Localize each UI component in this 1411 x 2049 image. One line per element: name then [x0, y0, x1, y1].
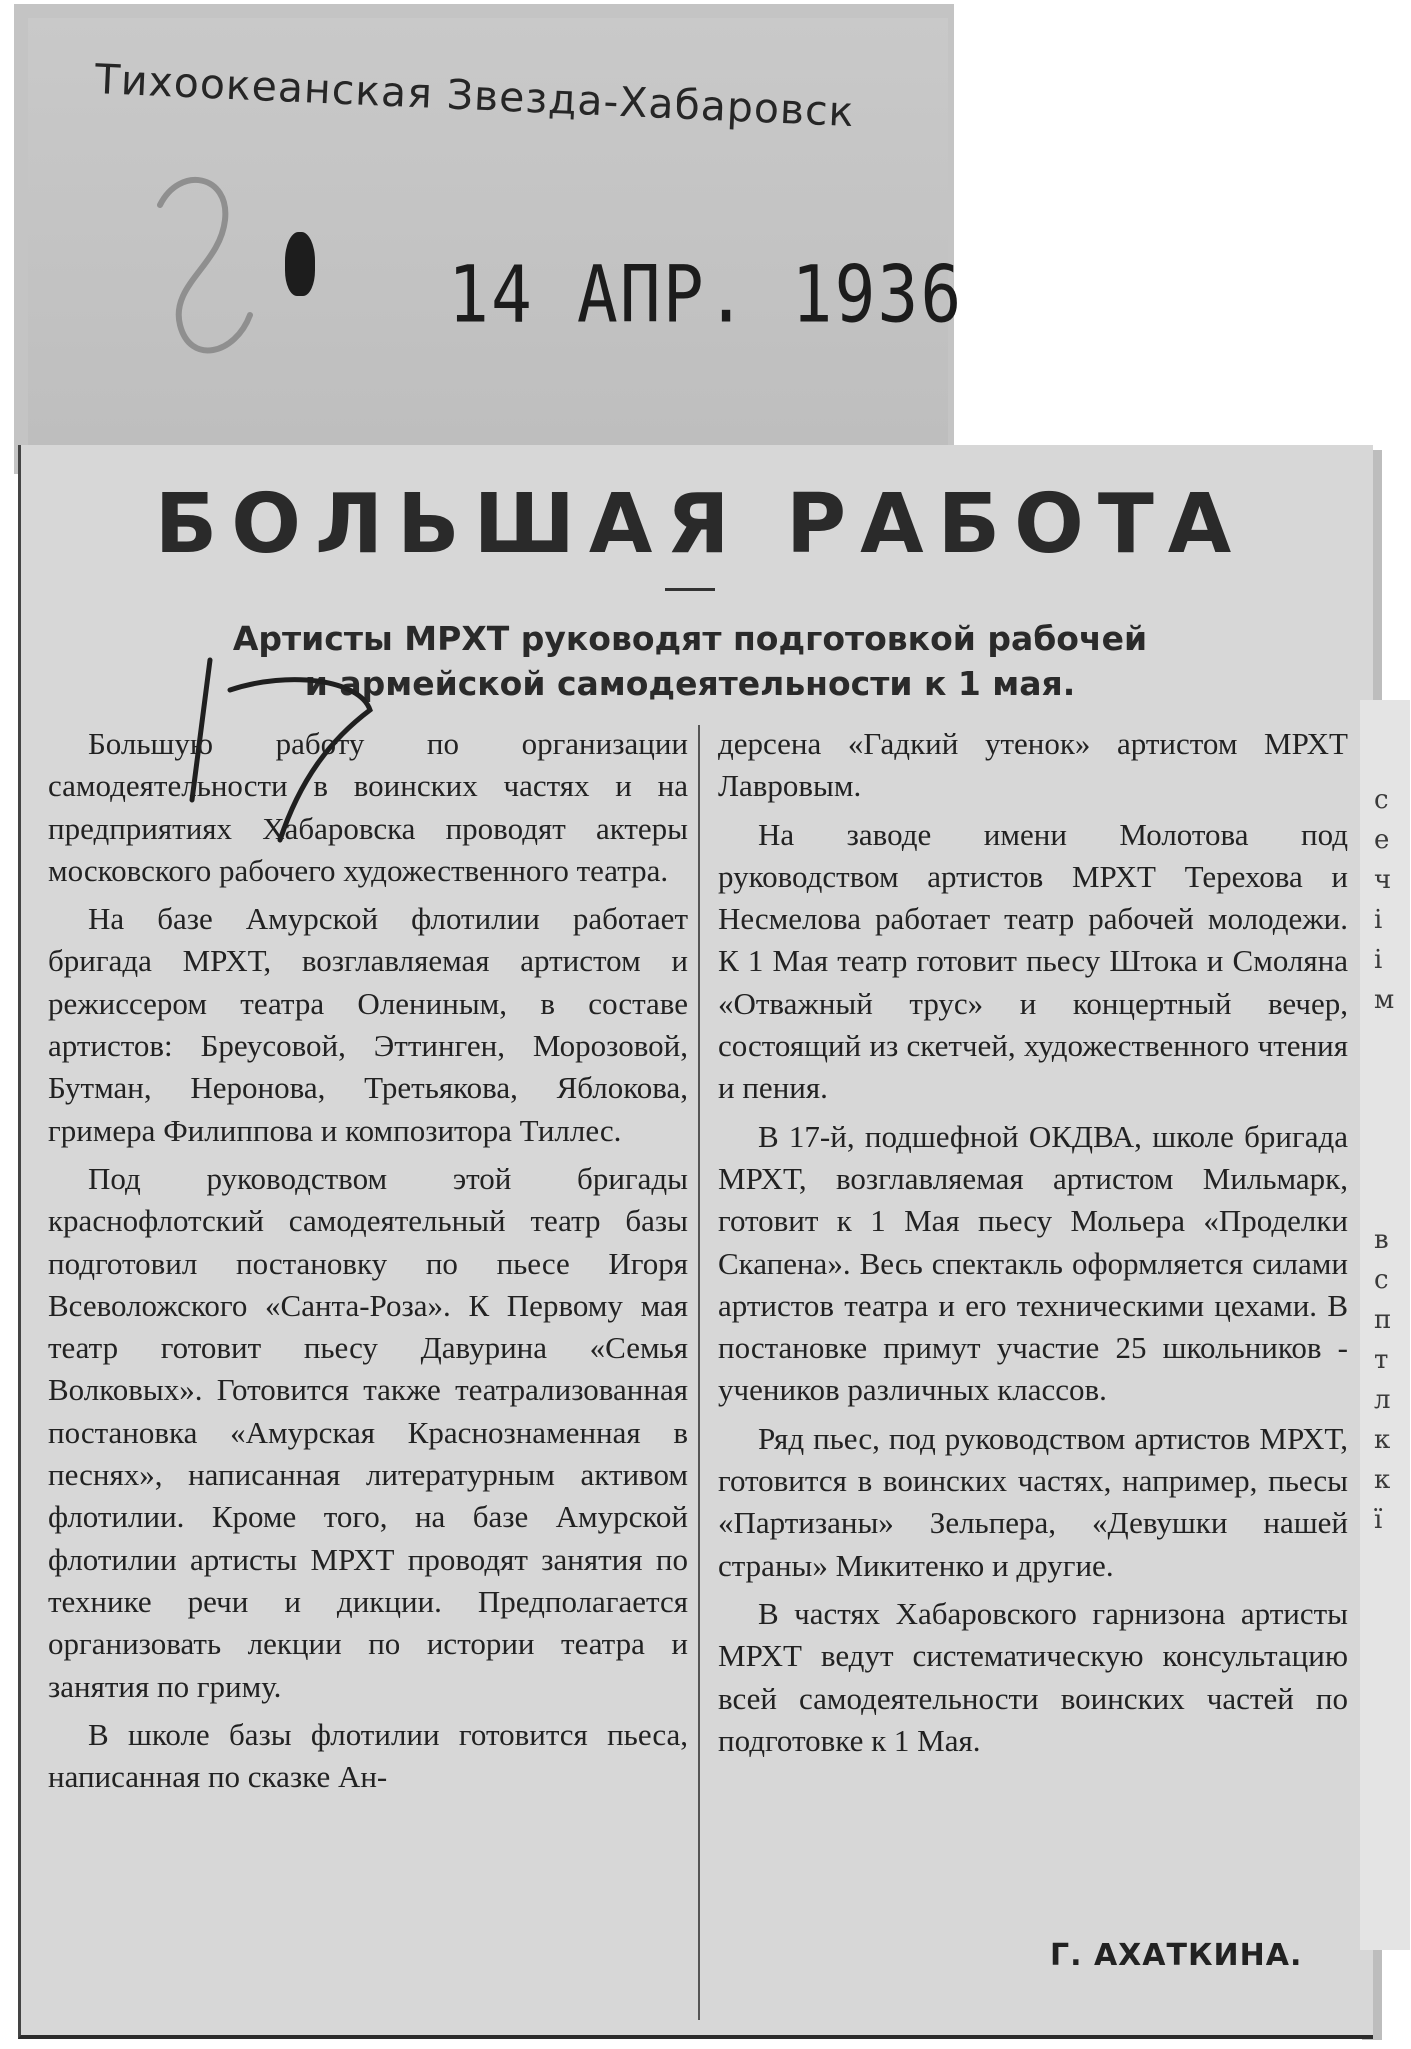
pencil-scribble [140, 165, 270, 375]
date-stamp: 14 АПР. 1936 [448, 250, 964, 341]
author-signature: Г. АХАТКИНА. [1050, 1938, 1303, 1973]
adjacent-clipping-letters: с е ч і і м в с п т л к к ї [1374, 785, 1395, 1535]
paragraph: Под руководством этой бригады краснофлотский самодеятельный театр базы подготовил постановку по пьесе Игоря Всеволожского «Санта-Роза». К Первому мая театр готовит пьесу Давурина «Семья Волковых». Готовится также театрализованная постановка «Амурская Краснознаменная в песнях», написанная литературным активом флотилии. Кроме того, на базе Амурской флотилии артисты МРХТ проводят занятия по технике речи и дикции. Предполагается организовать лекции по истории театра и занятия по гриму. [48, 1160, 688, 1704]
paragraph: Ряд пьес, под руководством артистов МРХТ, готовится в воинских частях, например, пьесы «Партизаны» Зельпера, «Девушки нашей страны» Микитенко и другие. [718, 1420, 1348, 1583]
paragraph: В 17-й, подшефной ОКДВА, школе бригада МРХТ, возглавляемая артистом Мильмарк, готовит к 1 Мая пьесу Мольера «Проделки Скапена». Весь спектакль оформляется силами артистов театра и его техническими цехами. В постановке примут участие 25 школьников - учеников различных классов. [718, 1118, 1348, 1408]
stamp-mark [285, 232, 315, 296]
paragraph-continuation: дерсена «Гадкий утенок» артистом МРХТ Лавровым. [718, 726, 1348, 804]
paragraph: В частях Хабаровского гарнизона артисты МРХТ ведут систематическую консультацию всей самодеятельности воинских частей по подготовке к 1 Мая. [718, 1595, 1348, 1758]
article-column-right [718, 723, 1348, 1768]
paragraph: Большую работу по организации самодеятельности в воинских частях и на предприятиях Хабаровска проводят актеры московского рабочего художественного театра. [48, 726, 688, 888]
newspaper-name: Тихоокеанская Звезда-Хабаровск [93, 55, 856, 137]
subhead-line: Артисты МРХТ руководят подготовкой рабочей [232, 619, 1148, 658]
article-column-left [48, 723, 688, 1804]
column-divider [698, 725, 700, 2020]
headline-rule [665, 588, 715, 591]
article-headline: БОЛЬШАЯ РАБОТА [154, 477, 1246, 572]
paragraph: На базе Амурской флотилии работает бригада МРХТ, возглавляемая артистом и режиссером театра Олениным, в составе артистов: Бреусовой, Эттинген, Морозовой, Бутман, Неронова, Третьякова, Яблокова, гримера Филиппова и композитора Тиллес. [48, 901, 688, 1148]
subhead-line: и армейской самодеятельности к 1 мая. [304, 664, 1076, 703]
paragraph: В школе базы флотилии готовится пьеса, написанная по сказке Ан- [48, 1716, 688, 1795]
paragraph: На заводе имени Молотова под руководством артистов МРХТ Терехова и Несмелова работает театр рабочей молодежи. К 1 Мая театр готовит пьесу Штока и Смоляна «Отважный трус» и концертный вечер, состоящий из скетчей, художественного чтения и пения. [718, 816, 1348, 1106]
